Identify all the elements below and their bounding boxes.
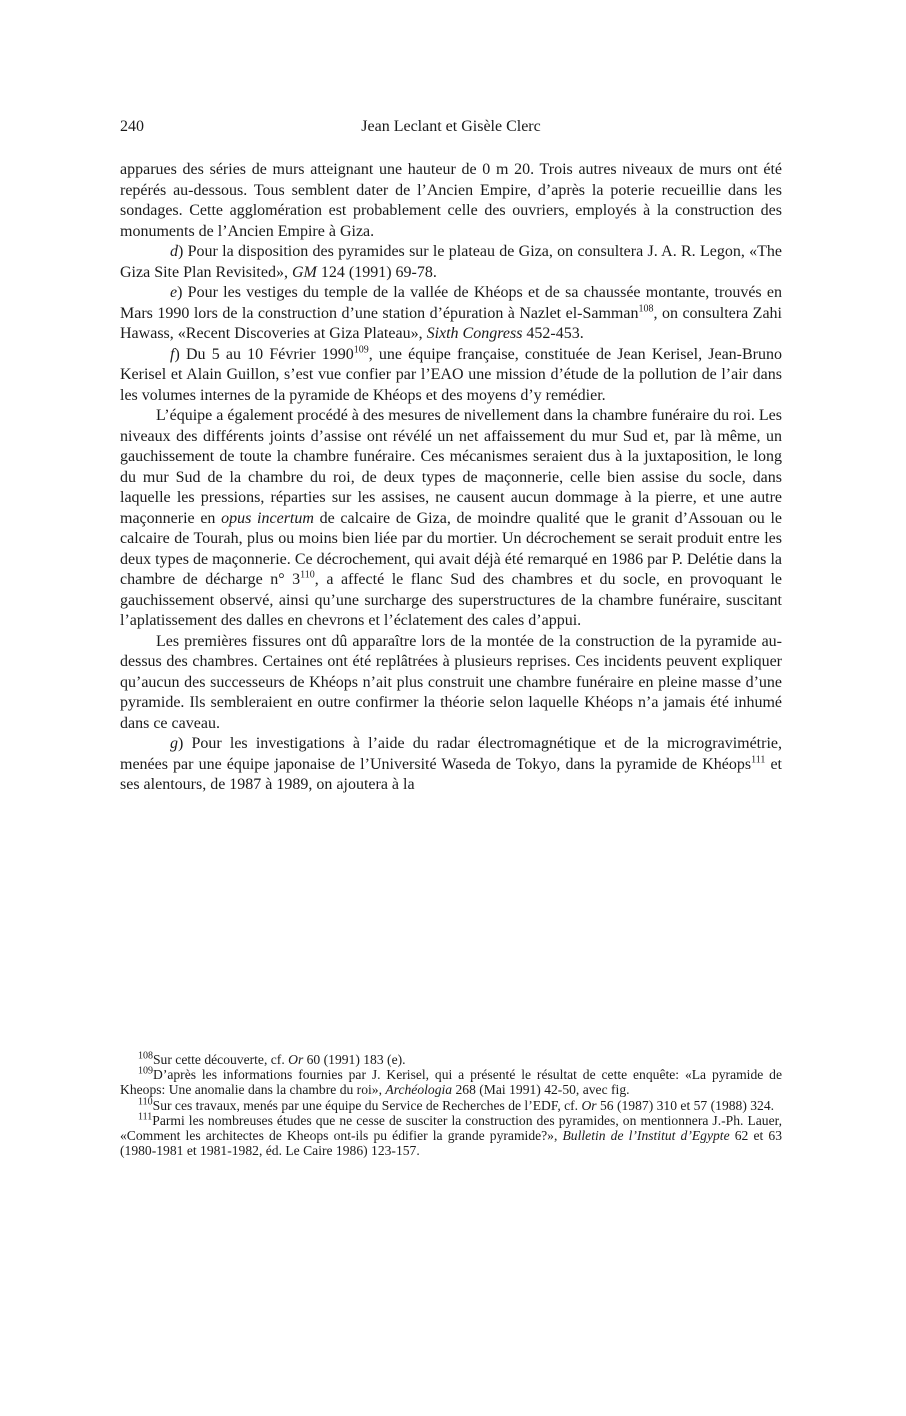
text-run: 62 et 63 (1980-1981 et 1981-1982, éd. Le Caire 1986) 123-157. bbox=[120, 1128, 782, 1159]
footnote-111 bbox=[120, 1113, 782, 1159]
footnote-ref[interactable]: 108 bbox=[638, 303, 654, 315]
section-label: e bbox=[170, 284, 178, 301]
paragraph-continuation: apparues des séries de murs atteignant une hauteur de 0 m 20. Trois autres niveaux de murs ont été repérés au-dessous. Tous semblent dater de l’Ancien Empire, d’après la poterie recueillie dans les sondages. Cette agglomération est probablement celle des ouvriers, employés à la construction des monuments de l’Ancien Empire à Giza. bbox=[120, 161, 782, 240]
page-header bbox=[120, 118, 782, 142]
section-label: g bbox=[170, 735, 178, 752]
text-run: 124 (1991) 69-78. bbox=[316, 263, 437, 281]
footnotes bbox=[120, 1052, 782, 1158]
text-run: 268 (Mai 1991) 42-50, avec fig. bbox=[452, 1082, 630, 1098]
journal-title: Bulletin de l’Institut d’Egypte bbox=[562, 1128, 730, 1144]
section-d bbox=[120, 242, 782, 283]
footnote-ref[interactable]: 110 bbox=[300, 569, 315, 581]
footnote-number: 110 bbox=[138, 1096, 153, 1108]
section-label: d bbox=[170, 243, 178, 260]
footnote-108 bbox=[120, 1052, 782, 1067]
page-number: 240 bbox=[120, 118, 144, 135]
paragraph-fissures: Les premières fissures ont dû apparaître lors de la montée de la construction de la pyramide au-dessus des chambres. Certaines ont été replâtrées à plusieurs reprises. Ces incidents peuvent expliquer qu’aucun des successeurs de Khéops n’ait plus construit une chambre funéraire en pleine masse d’une pyramide. Ils sembleraient en outre confirmer la théorie selon laquelle Khéops n’a jamais été inhumé dans ce caveau. bbox=[120, 632, 782, 732]
footnote-number: 111 bbox=[138, 1111, 153, 1123]
section-e bbox=[120, 283, 782, 345]
text-run: et ses alentours, de 1987 à 1989, on ajoutera à la bbox=[120, 755, 783, 793]
text-run: 60 (1991) 183 (e). bbox=[303, 1052, 406, 1067]
text-run: ) Du 5 au 10 Février 1990 bbox=[174, 345, 354, 363]
text-run: ) Pour les investigations à l’aide du radar électromagnétique et de la microgravimétrie, menées par une équipe japonaise de l’Université Waseda de Tokyo, dans la pyramide de Khéops bbox=[120, 735, 782, 773]
text-run: 56 (1987) 310 et 57 (1988) 324. bbox=[596, 1097, 775, 1113]
text-run: Parmi les nombreuses études que ne cesse de susciter la construction des pyramides, on mentionnera J.-Ph. Lauer, «Comment les architectes de Kheops ont-ils pu édifier la grande pyramide?», bbox=[120, 1112, 782, 1144]
conference-title: Sixth Congress bbox=[426, 325, 523, 342]
running-title: Jean Leclant et Gisèle Clerc bbox=[361, 118, 541, 135]
text-run: de calcaire de Giza, de moindre qualité que le granit d’Assouan ou le calcaire de Tourah, plus ou moins bien liée par du mortier. Un décrochement se serait produit entre les deux types de maçonnerie. Ce décrochement, qui avait déjà été remarqué en 1986 par P. Delétie dans la chambre de décharge n° 3 bbox=[120, 509, 782, 588]
section-g bbox=[120, 734, 782, 796]
journal-title: Archéologia bbox=[385, 1082, 453, 1098]
text-run: 452-453. bbox=[522, 325, 584, 342]
footnote-ref[interactable]: 109 bbox=[353, 344, 369, 356]
text-run: ) Pour les vestiges du temple de la vallée de Khéops et de sa chaussée montante, trouvés en Mars 1990 lors de la construction d’une station d’épuration à Nazlet el-Samman bbox=[120, 284, 782, 322]
text-run: Sur ces travaux, menés par une équipe du Service de Recherches de l’EDF, cf. bbox=[152, 1097, 582, 1113]
footnote-ref[interactable]: 111 bbox=[751, 754, 766, 766]
text-run: ) Pour la disposition des pyramides sur le plateau de Giza, on consultera J. A. R. Legon, «The Giza Site Plan Revisited», bbox=[120, 243, 782, 281]
paragraph-nivellement bbox=[120, 406, 782, 632]
section-label: f bbox=[170, 345, 175, 363]
footnote-number: 108 bbox=[138, 1050, 153, 1062]
text-run: , on consultera Zahi Hawass, «Recent Discoveries at Giza Plateau», bbox=[120, 304, 782, 342]
section-f bbox=[120, 345, 782, 407]
footnote-109 bbox=[120, 1067, 782, 1097]
footnote-110 bbox=[120, 1098, 782, 1113]
journal-title: Or bbox=[288, 1052, 304, 1067]
text-run: , a affecté le flanc Sud des chambres et du socle, en provoquant le gauchissement observé, ainsi qu’une surcharge des superstructures de la chambre funéraire, suscitant l’aplatissement des dalles en chevrons et l’éclatement des cales d’appui. bbox=[120, 571, 782, 629]
footnote-number: 109 bbox=[138, 1065, 153, 1077]
main-text bbox=[120, 160, 782, 796]
journal-title: GM bbox=[291, 263, 317, 281]
italic-term: opus incertum bbox=[221, 509, 314, 527]
text-run: L’équipe a également procédé à des mesures de nivellement dans la chambre funéraire du roi. Les niveaux des différents joints d’assise ont révélé un net affaissement du mur Sud et, par là même, un gauchissement de toute la chambre funéraire. Ces mécanismes seraient dus à la juxtaposition, le long du mur Sud de la chambre du roi, de deux types de maçonnerie, celle bien assise du socle, dans laquelle les pressions, réparties sur les assises, ne causent aucun dommage à la pierre, et une autre maçonnerie en bbox=[120, 407, 782, 527]
text-run: , une équipe française, constituée de Jean Kerisel, Jean-Bruno Kerisel et Alain Guillon, s’est vue confier par l’EAO une mission d’étude de la pollution de l’air dans les volumes internes de la pyramide de Khéops et des moyens d’y remédier. bbox=[120, 345, 782, 404]
text-run: Sur cette découverte, cf. bbox=[153, 1052, 289, 1067]
journal-title: Or bbox=[581, 1097, 597, 1113]
text-run: D’après les informations fournies par J. Kerisel, qui a présenté le résultat de cette enquête: «La pyramide de Kheops: Une anomalie dans la chambre du roi», bbox=[120, 1067, 782, 1098]
